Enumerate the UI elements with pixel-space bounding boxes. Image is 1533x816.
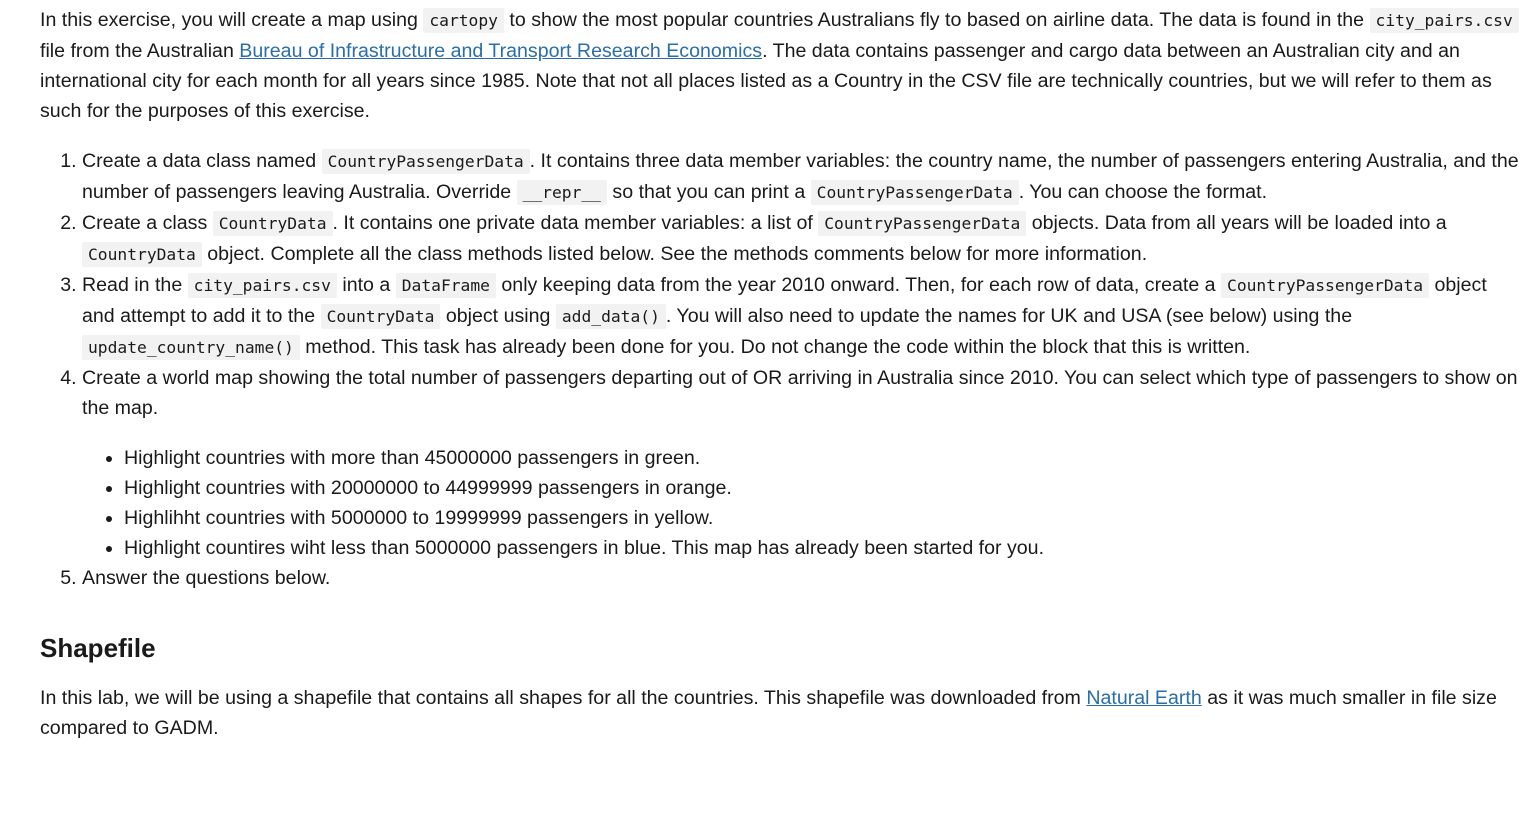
highlight-rules-list [82,443,1520,563]
step-1 [82,146,1520,208]
bullet-orange: • Highlight countries with 20000000 to 44999999 passengers in orange. [124,473,1520,503]
step-text: objects. Data from all years will be loaded into a [1026,212,1447,234]
bitre-link[interactable]: Bureau of Infrastructure and Transport Research Economics [239,40,763,62]
code-country-passenger-data: CountryPassengerData [818,211,1026,236]
step-text: Answer the questions below. [82,567,331,589]
step-text: . It contains one private data member variables: a list of [332,212,819,234]
steps-list [40,146,1520,593]
step-text: Create a world map showing the total number of passengers departing out of OR arriving in Australia since 2010. You can select which type of passengers to show on the map. [82,367,1518,419]
step-text: object and attempt to add it to the [82,274,1487,327]
step-text: . You can choose the format. [1018,181,1268,203]
step-2 [82,208,1520,270]
code-country-data: CountryData [321,304,441,329]
step-4 [82,363,1520,563]
step-5 [82,563,1520,593]
intro-text: to show the most popular countries Australians fly to based on airline data. The data is found in the [503,9,1370,31]
step-text: . You will also need to update the names for UK and USA (see below) using the [665,305,1353,327]
code-country-data: CountryData [213,211,333,236]
code-city-pairs: city_pairs.csv [188,273,337,298]
shapefile-paragraph [40,683,1520,743]
code-repr: __repr__ [517,180,607,205]
step-text: into a [336,274,396,296]
intro-text: file from the Australian [40,40,240,62]
shapefile-heading: Shapefile [40,633,156,663]
bullet-green: • Highlight countries with more than 45000000 passengers in green. [124,443,1520,473]
code-city-pairs: city_pairs.csv [1370,8,1519,33]
step-text: object. Complete all the class methods listed below. See the methods comments below for more information. [201,243,1148,265]
shapefile-text: In this lab, we will be using a shapefile that contains all shapes for all the countries. This shapefile was downloaded from [40,687,1087,709]
step-text: object using [440,305,556,327]
step-text: so that you can print a [606,181,811,203]
code-add-data: add_data() [556,304,666,329]
step-text: Create a class [82,212,213,234]
step-text: only keeping data from the year 2010 onward. Then, for each row of data, create a [495,274,1222,296]
step-text: . It contains three data member variables: the country name, the number of passengers entering Australia, and the number of passengers leaving Australia. Override [82,150,1519,203]
intro-text: In this exercise, you will create a map using [40,9,424,31]
natural-earth-link[interactable]: Natural Earth [1086,687,1202,709]
code-country-data: CountryData [82,242,202,267]
shapefile-text: as it was much smaller in file size compared to GADM. [40,687,1497,739]
code-country-passenger-data: CountryPassengerData [322,149,530,174]
step-text: Read in the [82,274,188,296]
intro-text: . The data contains passenger and cargo data between an Australian city and an international city for each month for all years since 1985. Note that not all places listed as a Country in the CSV file are technically countries, but we will refer to them as such for the purposes of this exercise. [40,40,1492,122]
step-text: Create a data class named [82,150,322,172]
step-3 [82,270,1520,363]
code-update-country-name: update_country_name() [82,335,300,360]
document-page [40,5,1520,743]
bullet-yellow: • Highlihht countries with 5000000 to 19999999 passengers in yellow. [124,503,1520,533]
code-dataframe: DataFrame [396,273,496,298]
step-text: method. This task has already been done for you. Do not change the code within the block that this is written. [299,336,1251,358]
code-cartopy: cartopy [423,8,504,33]
bullet-blue: • Highlight countires wiht less than 5000000 passengers in blue. This map has already been started for you. [124,533,1520,563]
code-country-passenger-data: CountryPassengerData [811,180,1019,205]
intro-paragraph [40,5,1520,126]
code-country-passenger-data: CountryPassengerData [1221,273,1429,298]
